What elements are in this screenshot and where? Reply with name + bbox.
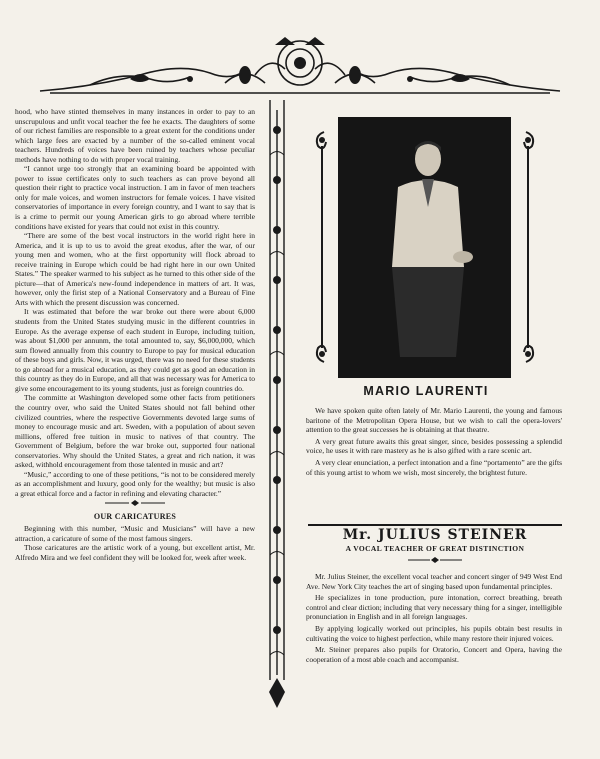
article-paragraph: He specializes in tone production, pure intonation, correct breathing, breath control and clear diction; including that very necessary thing for a singer, intelligible pronunciation in English and in all foreign languages. (306, 593, 562, 622)
article-paragraph: hood, who have stinted themselves in many instances in order to pay to an unscrupulous and unfit vocal teacher the fee he exacts. The daughters of some of our richest families are responsible to a great extent for the conditions under which large fees are exacted by a number of the so-called eminent vocal teachers. Hundreds of voices have been ruined by teachers whose peculiar methods have nothing to do with proper vocal training. (15, 107, 255, 164)
art-nouveau-header-ornament (30, 35, 570, 97)
article-paragraph: Those caricatures are the artistic work of a young, but excellent artist, Mr. Alfredo Mira and we feel confident they will be looked for, week after week. (15, 543, 255, 562)
article-paragraph: Mr. Julius Steiner, the excellent vocal teacher and concert singer of 949 West End Ave. New York City teaches the art of singing based upon fundamental principles. (306, 572, 562, 591)
steiner-subheading: A VOCAL TEACHER OF GREAT DISTINCTION (345, 544, 525, 553)
scroll-ornament-left (312, 122, 332, 372)
article-paragraph: Beginning with this number, “Music and Musicians” will have a new attraction, a caricature of some of the most famous singers. (15, 523, 255, 543)
article-paragraph: The committe at Washington developed some other facts from petitioners the country over, who said the United States should not fall behind other civilized countries, where the respective Governments devoted large sums of money to encourage music and art. Sweden, with a population of about seven millions, offered free tuition in music to natives of that country. The Government of Belgium, before the war broke out, supported four national conservatories. Why should the United States, a great and rich nation, it was asked, withhold encouragement from those talented in music and art? (15, 393, 255, 470)
portrait-figure (338, 117, 511, 378)
scroll-ornament-right (518, 122, 538, 372)
vertical-ornamental-divider (259, 100, 295, 710)
article-paragraph: Mr. Steiner prepares also pupils for Oratorio, Concert and Opera, having the cooperation of a most able coach and accompanist. (306, 645, 562, 664)
article-paragraph: “Music,” according to one of these petitions, “is not to be considered merely as an accomplishment and luxury, good only for the wealthy; but music is also a great ethical force and a factor in refining and elevating character.” (15, 469, 255, 498)
photo-caption: MARIO LAURENTI (363, 384, 489, 398)
steiner-heading-block (308, 524, 562, 578)
caricatures-title: OUR CARICATURES (93, 512, 177, 522)
article-paragraph: By applying logically worked out principles, his pupils obtain best results in cultivating the voice to highest perfection, while many restore their injured voices. (306, 623, 562, 643)
article-paragraph: A very great future awaits this great singer, since, besides possessing a splendid voice, he uses it with rare mastery as he is also gifted with a rare scenic art. (306, 436, 562, 456)
article-paragraph: It was estimated that before the war broke out there were about 6,000 students from the United States studying music in the different countries in Europe. As the average expense of each student in Europe, including tuition, was about $1,000 per annunm, the total amounted to, say, $6,000,000, which sum flowed annually from this country to Europe to pay for musical education of these boys and girls. Now, it was urged, there was no need for these students to go abroad for a musical education, as they could get as good an education in this country as they do in Europe, and all that was necessary was for America to give some encouragement to its young students, just as foreign countries do. (15, 307, 255, 393)
left-article-column (15, 107, 255, 562)
laurenti-article (306, 406, 562, 477)
steiner-article (306, 572, 562, 664)
article-paragraph: We have spoken quite often lately of Mr. Mario Laurenti, the young and famous baritone of the Metropolitan Opera House, but we wish to call the opera-lovers' attention to the great successes he is obtaining at that theatre. (306, 406, 562, 435)
steiner-heading: Mr. JULIUS STEINER (342, 527, 528, 543)
ornamental-rule (408, 557, 462, 563)
ornamental-rule (105, 500, 165, 506)
article-paragraph: “There are some of the best vocal instructors in the world right here in America, and it is up to us to avoid the great exodus, after the war, of our young men and women, who at the first opportunity will flock abroad to receive training in Europe which could be had right here in our own United States.” The speaker warmed to his subject as he turned to this other side of the picture—that of America's new-found independence in matters of art. It was, however, only the firist step of a National Conservatory and a Bureau of Fine Arts with which the present discussion was concerned. (15, 231, 255, 307)
portrait-photo-mario-laurenti (338, 117, 511, 378)
article-paragraph: A very clear enunciation, a perfect intonation and a fine “portamento” are the gifts of this young artist to whom we wish, most sincerely, the brightest future. (306, 457, 562, 477)
article-paragraph: “I cannot urge too strongly that an examining board be appointed with power to issue certificates only to such teachers as can prove beyond all question their right to practice vocal instruction. I am in favor of men teachers only for male voices, and women instructors for female voices. I have visited conservatories of importance in every foreign country, and I want to say that is is a crime to permit our young American girls to go abroad where terrible conditions have existed for years that could not exist in this country. (15, 164, 255, 231)
